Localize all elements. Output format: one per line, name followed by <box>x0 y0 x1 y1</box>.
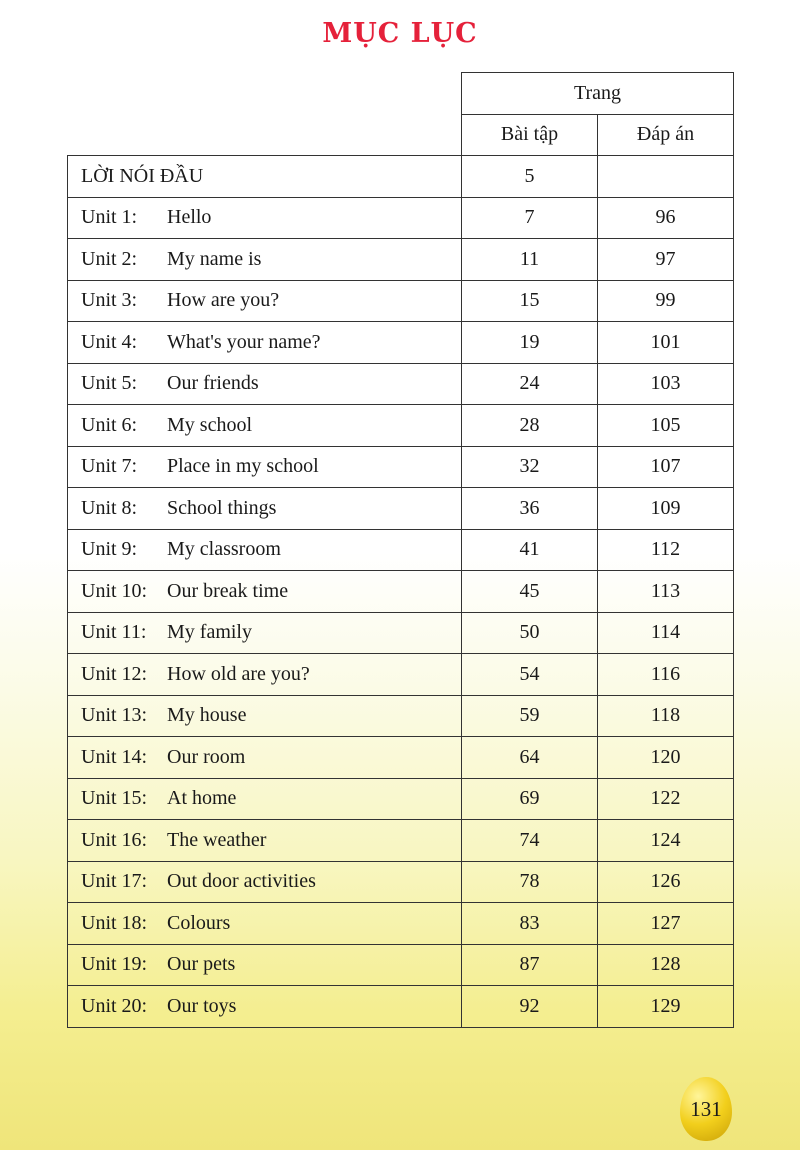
answer-page: 109 <box>598 488 734 530</box>
table-row <box>68 280 734 322</box>
unit-number: Unit 13: <box>81 704 148 727</box>
table-row <box>68 197 734 239</box>
answer-page: 103 <box>598 363 734 405</box>
answer-page: 128 <box>598 944 734 986</box>
unit-title <box>68 820 462 862</box>
unit-number: Unit 16: <box>81 828 148 851</box>
intro-answer <box>598 156 734 198</box>
unit-title <box>68 654 462 696</box>
unit-number: Unit 8: <box>81 496 138 519</box>
answer-page: 105 <box>598 405 734 447</box>
answer-page: 112 <box>598 529 734 571</box>
unit-title <box>68 488 462 530</box>
answer-page: 120 <box>598 737 734 779</box>
unit-name: What's your name? <box>167 330 321 353</box>
table-row <box>68 405 734 447</box>
table-row <box>68 778 734 820</box>
exercise-page: 64 <box>462 737 598 779</box>
unit-name: The weather <box>167 828 267 851</box>
unit-number: Unit 2: <box>81 247 138 270</box>
exercise-page: 11 <box>462 239 598 281</box>
unit-number: Unit 19: <box>81 953 148 976</box>
unit-number: Unit 20: <box>81 994 148 1017</box>
table-row <box>68 239 734 281</box>
table-row <box>68 944 734 986</box>
answer-page: 122 <box>598 778 734 820</box>
exercise-page: 45 <box>462 571 598 613</box>
unit-number: Unit 11: <box>81 621 147 644</box>
answer-page: 129 <box>598 986 734 1028</box>
unit-title <box>68 571 462 613</box>
unit-name: My family <box>167 621 252 644</box>
answer-page: 126 <box>598 861 734 903</box>
unit-title <box>68 446 462 488</box>
answer-page: 99 <box>598 280 734 322</box>
unit-title <box>68 778 462 820</box>
answer-page: 118 <box>598 695 734 737</box>
unit-name: Our room <box>167 745 246 768</box>
exercise-page: 83 <box>462 903 598 945</box>
table-row <box>68 529 734 571</box>
exercise-page: 78 <box>462 861 598 903</box>
unit-name: My house <box>167 704 247 727</box>
unit-number: Unit 12: <box>81 662 148 685</box>
unit-number: Unit 9: <box>81 538 138 561</box>
exercise-page: 54 <box>462 654 598 696</box>
unit-title <box>68 861 462 903</box>
unit-number: Unit 4: <box>81 330 138 353</box>
header-row-group <box>68 73 734 115</box>
exercise-page: 92 <box>462 986 598 1028</box>
unit-name: At home <box>167 787 237 810</box>
unit-name: School things <box>167 496 277 519</box>
exercise-page: 15 <box>462 280 598 322</box>
page-title: MỤC LỤC <box>322 18 478 49</box>
exercise-page: 50 <box>462 612 598 654</box>
unit-title <box>68 280 462 322</box>
unit-name: Hello <box>167 206 212 229</box>
unit-name: Our pets <box>167 953 236 976</box>
answer-page: 114 <box>598 612 734 654</box>
unit-title <box>68 239 462 281</box>
answer-page: 127 <box>598 903 734 945</box>
unit-number: Unit 17: <box>81 870 148 893</box>
exercise-page: 74 <box>462 820 598 862</box>
header-trang: Trang <box>462 73 734 115</box>
table-row <box>68 654 734 696</box>
table-row <box>68 820 734 862</box>
answer-page: 97 <box>598 239 734 281</box>
table-row <box>68 446 734 488</box>
unit-number: Unit 1: <box>81 206 138 229</box>
answer-page: 116 <box>598 654 734 696</box>
contents-table <box>67 72 734 1028</box>
unit-title <box>68 944 462 986</box>
table-row <box>68 612 734 654</box>
unit-title <box>68 405 462 447</box>
exercise-page: 24 <box>462 363 598 405</box>
header-answers: Đáp án <box>598 114 734 156</box>
answer-page: 101 <box>598 322 734 364</box>
unit-name: Colours <box>167 911 231 934</box>
unit-name: How old are you? <box>167 662 310 685</box>
unit-name: How are you? <box>167 289 280 312</box>
unit-number: Unit 5: <box>81 372 138 395</box>
unit-name: Our toys <box>167 994 237 1017</box>
exercise-page: 32 <box>462 446 598 488</box>
unit-title <box>68 737 462 779</box>
unit-title <box>68 612 462 654</box>
exercise-page: 41 <box>462 529 598 571</box>
page-number-balloon <box>680 1077 732 1141</box>
unit-number: Unit 14: <box>81 745 148 768</box>
table-row <box>68 903 734 945</box>
unit-name: Out door activities <box>167 870 316 893</box>
answer-page: 96 <box>598 197 734 239</box>
answer-page: 124 <box>598 820 734 862</box>
table-row <box>68 571 734 613</box>
table-row <box>68 322 734 364</box>
intro-page: 5 <box>462 156 598 198</box>
table-row-intro <box>68 156 734 198</box>
table-row <box>68 363 734 405</box>
header-exercises: Bài tập <box>462 114 598 156</box>
unit-name: My school <box>167 413 252 436</box>
unit-title <box>68 695 462 737</box>
unit-title <box>68 363 462 405</box>
unit-title <box>68 986 462 1028</box>
table-row <box>68 986 734 1028</box>
unit-title <box>68 529 462 571</box>
answer-page: 107 <box>598 446 734 488</box>
unit-name: Our break time <box>167 579 289 602</box>
exercise-page: 69 <box>462 778 598 820</box>
unit-number: Unit 18: <box>81 911 148 934</box>
answer-page: 113 <box>598 571 734 613</box>
exercise-page: 28 <box>462 405 598 447</box>
unit-title <box>68 197 462 239</box>
exercise-page: 87 <box>462 944 598 986</box>
unit-number: Unit 10: <box>81 579 148 602</box>
table-row <box>68 737 734 779</box>
unit-name: My classroom <box>167 538 281 561</box>
unit-number: Unit 3: <box>81 289 138 312</box>
unit-number: Unit 6: <box>81 413 138 436</box>
exercise-page: 59 <box>462 695 598 737</box>
unit-number: Unit 7: <box>81 455 138 478</box>
page-number: 131 <box>690 1096 722 1121</box>
unit-name: Place in my school <box>167 455 319 478</box>
unit-name: My name is <box>167 247 262 270</box>
intro-label: LỜI NÓI ĐẦU <box>68 156 462 198</box>
exercise-page: 19 <box>462 322 598 364</box>
table-row <box>68 695 734 737</box>
unit-name: Our friends <box>167 372 259 395</box>
header-row-columns <box>68 114 734 156</box>
unit-title <box>68 903 462 945</box>
unit-number: Unit 15: <box>81 787 148 810</box>
unit-title <box>68 322 462 364</box>
table-row <box>68 488 734 530</box>
exercise-page: 36 <box>462 488 598 530</box>
table-row <box>68 861 734 903</box>
exercise-page: 7 <box>462 197 598 239</box>
